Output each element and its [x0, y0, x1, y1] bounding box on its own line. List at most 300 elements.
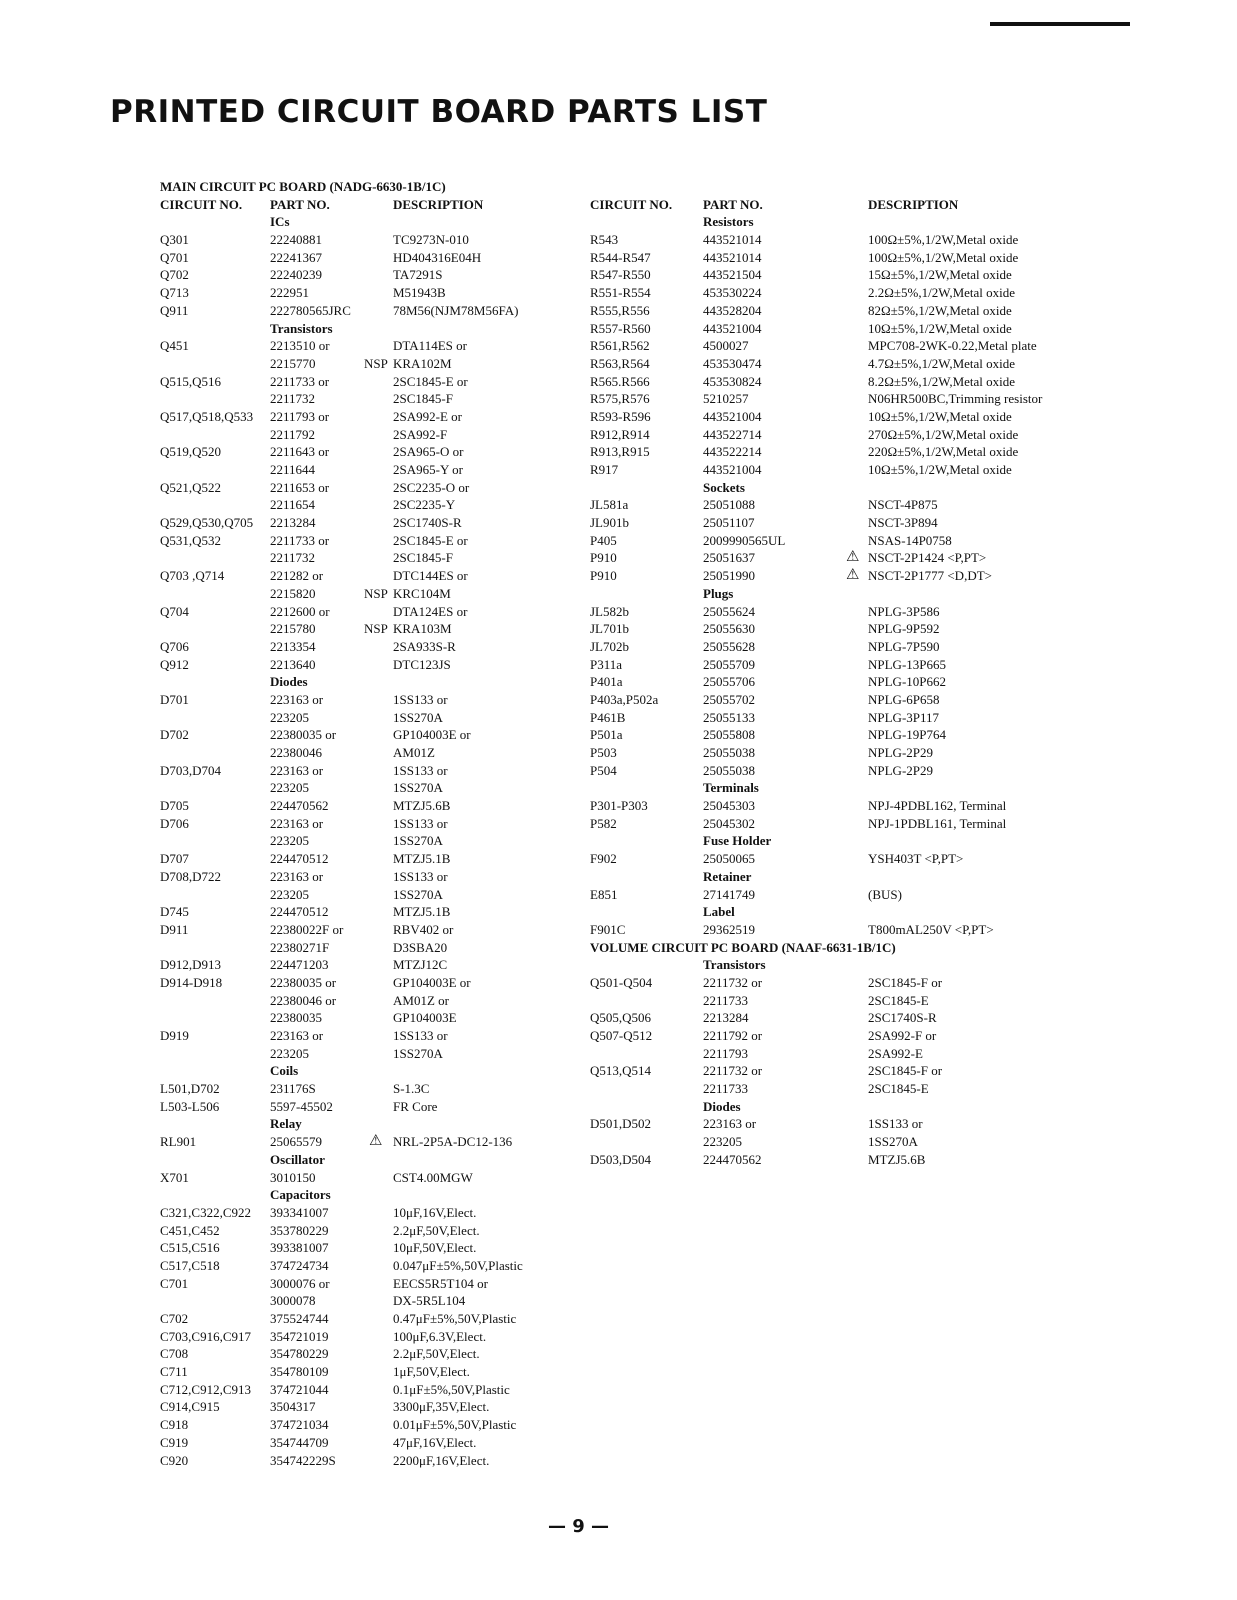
circuit-no: C712,C912,C913 — [160, 1381, 252, 1397]
part-row — [590, 603, 1150, 621]
part-description: 0.47μF±5%,50V,Plastic — [393, 1311, 517, 1326]
part-description: 2SC1845-F or — [868, 974, 943, 990]
part-description: 2SC1845-F or — [868, 1063, 943, 1079]
circuit-no: D708,D722 — [160, 868, 222, 884]
part-no: 25051107 — [703, 515, 755, 531]
part-description: NPLG-2P29 — [868, 745, 934, 760]
part-row — [160, 886, 580, 904]
part-no: 25055706 — [703, 674, 755, 690]
part-description: 8.2Ω±5%,1/2W,Metal oxide — [868, 373, 1016, 389]
part-row — [590, 302, 1150, 320]
circuit-no: C451,C452 — [160, 1222, 220, 1238]
part-no-header: PART NO. — [270, 196, 330, 212]
part-no: 2211732 or — [703, 974, 763, 990]
category-label: Coils — [270, 1063, 299, 1079]
part-no: 393381007 — [270, 1240, 329, 1256]
part-description: 10μF,16V,Elect. — [393, 1204, 477, 1220]
part-row — [160, 408, 580, 426]
part-no: 354721019 — [270, 1328, 329, 1344]
part-no: 223205 — [270, 709, 309, 725]
part-no: 2213640 — [270, 656, 316, 672]
part-no: 3000078 — [270, 1293, 316, 1309]
part-description: 1SS270A — [393, 1045, 443, 1061]
circuit-no: R551-R554 — [590, 285, 651, 301]
circuit-no: JL582b — [590, 603, 629, 619]
part-no: 222780565JRC — [270, 302, 351, 318]
board-title — [160, 178, 580, 196]
circuit-no: R912,R914 — [590, 426, 650, 442]
part-row — [160, 638, 580, 656]
category-label: Transistors — [270, 320, 333, 336]
circuit-no: L503-L506 — [160, 1098, 220, 1114]
circuit-no: F902 — [590, 851, 617, 867]
part-no: 374721034 — [270, 1417, 329, 1433]
part-no: 25055038 — [703, 762, 755, 778]
part-row — [160, 549, 580, 567]
part-no: 443521014 — [703, 249, 762, 265]
part-row — [160, 1381, 580, 1399]
spacer-row — [590, 178, 1150, 196]
part-no: 25055709 — [703, 656, 755, 672]
circuit-no: C703,C916,C917 — [160, 1328, 252, 1344]
part-description: 2SC1845-E — [868, 1081, 929, 1097]
part-row — [590, 231, 1150, 249]
part-no: 2211732 — [270, 550, 316, 566]
part-row — [160, 1416, 580, 1434]
category-heading — [160, 213, 580, 231]
part-no: 353780229 — [270, 1222, 329, 1238]
nsp-prefix: NSP — [364, 355, 388, 371]
part-row — [160, 355, 580, 373]
part-no: 25055630 — [703, 621, 755, 637]
part-description: 1SS133 or — [868, 1116, 923, 1132]
part-no: 22380046 — [270, 745, 322, 760]
circuit-no: P311a — [590, 656, 623, 672]
circuit-no: D707 — [160, 851, 189, 867]
circuit-no: D702 — [160, 727, 189, 743]
part-no: 22380035 or — [270, 727, 337, 743]
part-row — [160, 1098, 580, 1116]
part-description: 0.047μF±5%,50V,Plastic — [393, 1257, 523, 1273]
part-row — [590, 673, 1150, 691]
part-no: 3000076 or — [270, 1275, 330, 1291]
category-heading — [590, 213, 1150, 231]
part-description: 0.01μF±5%,50V,Plastic — [393, 1417, 517, 1433]
part-row — [160, 762, 580, 780]
main-board-parts-column — [160, 178, 580, 1469]
part-no: 374721044 — [270, 1381, 329, 1397]
part-row — [590, 974, 1150, 992]
part-row — [590, 797, 1150, 815]
part-row — [160, 921, 580, 939]
part-no: 2212600 or — [270, 603, 330, 619]
category-label: Sockets — [703, 479, 745, 495]
part-no: 22380035 — [270, 1010, 322, 1026]
part-row — [160, 1222, 580, 1240]
circuit-no: R593-R596 — [590, 408, 651, 424]
part-no: 2211733 — [703, 992, 749, 1008]
part-row — [160, 620, 580, 638]
part-row — [590, 443, 1150, 461]
part-description: 100Ω±5%,1/2W,Metal oxide — [868, 232, 1019, 248]
part-row — [590, 691, 1150, 709]
part-row — [160, 532, 580, 550]
category-heading — [160, 320, 580, 338]
part-description: 270Ω±5%,1/2W,Metal oxide — [868, 426, 1019, 442]
part-no: 25055628 — [703, 638, 755, 654]
part-no: 224470562 — [703, 1151, 762, 1167]
part-description: 3300μF,35V,Elect. — [393, 1399, 490, 1415]
part-no: 2215770 — [270, 355, 316, 371]
part-no: 443521004 — [703, 462, 762, 477]
part-no: 223163 or — [703, 1116, 757, 1132]
part-description: 10Ω±5%,1/2W,Metal oxide — [868, 462, 1012, 477]
part-no: 443522214 — [703, 444, 762, 460]
circuit-no: Q703 ,Q714 — [160, 568, 225, 584]
part-row — [590, 355, 1150, 373]
part-row — [160, 1257, 580, 1275]
part-description: 2SC1845-F — [393, 550, 453, 566]
part-row — [590, 726, 1150, 744]
part-row — [160, 1133, 580, 1151]
part-no: 25055808 — [703, 727, 755, 743]
part-description: (BUS) — [868, 886, 902, 902]
part-description: 100Ω±5%,1/2W,Metal oxide — [868, 249, 1019, 265]
part-row — [160, 850, 580, 868]
part-description: GP104003E — [393, 1010, 457, 1026]
circuit-no: R913,R915 — [590, 444, 650, 460]
part-description: NPLG-6P658 — [868, 691, 940, 707]
part-no: 2211644 — [270, 462, 316, 477]
part-row — [590, 249, 1150, 267]
part-description: MTZJ12C — [393, 957, 448, 973]
safety-warning-icon: ⚠ — [846, 567, 860, 584]
description-header: DESCRIPTION — [868, 196, 959, 212]
category-heading — [160, 1115, 580, 1133]
part-no: 223163 or — [270, 815, 324, 831]
part-description: 2SC1845-F — [393, 391, 453, 407]
part-no: 2211732 — [270, 391, 316, 407]
part-description: T800mAL250V <P,PT> — [868, 921, 994, 937]
part-description: 1SS133 or — [393, 815, 448, 831]
part-no: 354744709 — [270, 1434, 329, 1450]
part-row — [160, 832, 580, 850]
part-row — [160, 744, 580, 762]
circuit-no: Q515,Q516 — [160, 373, 222, 389]
circuit-no: Q702 — [160, 267, 189, 283]
category-label: Resistors — [703, 214, 754, 230]
part-no: 443521504 — [703, 267, 762, 283]
part-row — [160, 1080, 580, 1098]
part-no: 22380035 or — [270, 974, 337, 990]
part-row — [160, 479, 580, 497]
part-row — [160, 1328, 580, 1346]
part-description: NSCT-2P1424 <P,PT> — [868, 550, 987, 566]
part-description: 2.2μF,50V,Elect. — [393, 1222, 480, 1238]
part-row — [160, 1363, 580, 1381]
part-description: AM01Z or — [393, 992, 449, 1008]
part-no: 224470512 — [270, 904, 329, 920]
circuit-no: D745 — [160, 904, 189, 920]
part-row — [590, 461, 1150, 479]
part-description: 1SS133 or — [393, 1028, 448, 1043]
category-heading — [160, 1151, 580, 1169]
circuit-no: C321,C322,C922 — [160, 1204, 252, 1220]
part-description: 220Ω±5%,1/2W,Metal oxide — [868, 444, 1019, 460]
part-row — [590, 1080, 1150, 1098]
category-heading — [160, 1186, 580, 1204]
category-heading — [590, 1098, 1150, 1116]
part-no: 5597-45502 — [270, 1098, 333, 1114]
part-row — [590, 1009, 1150, 1027]
part-no: 2213354 — [270, 638, 316, 654]
part-no: 223205 — [270, 833, 309, 849]
part-row — [160, 1345, 580, 1363]
part-description: NSCT-3P894 — [868, 515, 938, 531]
circuit-no: D501,D502 — [590, 1116, 652, 1132]
part-description: 10Ω±5%,1/2W,Metal oxide — [868, 408, 1012, 424]
part-no: 453530824 — [703, 373, 762, 389]
part-description: NSCT-4P875 — [868, 497, 938, 513]
circuit-no: P405 — [590, 532, 617, 548]
circuit-no: Q519,Q520 — [160, 444, 222, 460]
part-no: 224470562 — [270, 798, 329, 814]
circuit-no: C918 — [160, 1417, 189, 1433]
part-no: 354780109 — [270, 1364, 329, 1380]
circuit-no: Q301 — [160, 232, 189, 248]
part-description: NPLG-10P662 — [868, 674, 947, 690]
part-row — [160, 514, 580, 532]
part-row — [160, 1169, 580, 1187]
category-heading — [590, 479, 1150, 497]
part-row — [590, 1151, 1150, 1169]
part-description: NSAS-14P0758 — [868, 532, 952, 548]
part-row — [590, 567, 1150, 585]
part-no: 22380022F or — [270, 921, 344, 937]
circuit-no: D703,D704 — [160, 762, 222, 778]
part-row — [160, 426, 580, 444]
part-description: MTZJ5.6B — [393, 798, 451, 814]
part-row — [160, 496, 580, 514]
circuit-no: R543 — [590, 232, 619, 248]
circuit-no: C515,C516 — [160, 1240, 220, 1256]
part-row — [160, 461, 580, 479]
part-description: 2SC1740S-R — [393, 515, 462, 531]
part-row — [160, 373, 580, 391]
part-no: 25051637 — [703, 550, 755, 566]
part-row — [590, 620, 1150, 638]
part-description: NSCT-2P1777 <D,DT> — [868, 568, 992, 584]
part-row — [590, 1045, 1150, 1063]
circuit-no: D503,D504 — [590, 1151, 652, 1167]
part-description: 0.1μF±5%,50V,Plastic — [393, 1381, 510, 1397]
part-no: 2213510 or — [270, 338, 330, 354]
part-description: 1μF,50V,Elect. — [393, 1364, 470, 1380]
safety-warning-icon: ⚠ — [846, 549, 860, 566]
part-no: 22380046 or — [270, 992, 337, 1008]
part-row — [590, 532, 1150, 550]
category-heading — [590, 832, 1150, 850]
part-description: 10Ω±5%,1/2W,Metal oxide — [868, 320, 1012, 336]
part-description: 2SC1845-E or — [393, 373, 468, 389]
part-row — [160, 691, 580, 709]
part-no: 2215780 — [270, 621, 316, 637]
part-description: 78M56(NJM78M56FA) — [393, 302, 519, 318]
part-description: 100μF,6.3V,Elect. — [393, 1328, 487, 1344]
circuit-no: D914-D918 — [160, 974, 223, 990]
part-description: NPLG-9P592 — [868, 621, 940, 637]
part-row — [160, 1009, 580, 1027]
part-no: 2211793 — [703, 1045, 749, 1061]
circuit-no: RL901 — [160, 1134, 197, 1150]
part-row — [590, 337, 1150, 355]
part-description: 2SA992-E — [868, 1045, 923, 1061]
circuit-no: R555,R556 — [590, 302, 650, 318]
part-description: 4.7Ω±5%,1/2W,Metal oxide — [868, 355, 1016, 371]
part-row — [160, 249, 580, 267]
circuit-no: R557-R560 — [590, 320, 651, 336]
part-no: 2211792 or — [703, 1028, 763, 1043]
part-row — [590, 815, 1150, 833]
category-heading — [590, 903, 1150, 921]
part-no: 2215820 — [270, 585, 316, 601]
part-no: 2211654 — [270, 497, 316, 513]
circuit-no: Q706 — [160, 638, 189, 654]
circuit-no: Q701 — [160, 249, 189, 265]
circuit-no: R544-R547 — [590, 249, 651, 265]
category-heading — [160, 673, 580, 691]
resistors-and-volume-board-column — [590, 178, 1150, 1169]
part-row — [160, 726, 580, 744]
part-no: 25065579 — [270, 1134, 322, 1150]
part-description: GP104003E or — [393, 974, 471, 990]
category-heading — [160, 1062, 580, 1080]
part-no: 29362519 — [703, 921, 755, 937]
part-no-header: PART NO. — [703, 196, 763, 212]
part-row — [590, 921, 1150, 939]
part-row — [590, 1115, 1150, 1133]
circuit-no: R575,R576 — [590, 391, 650, 407]
part-description: 10μF,50V,Elect. — [393, 1240, 477, 1256]
circuit-no: P503 — [590, 745, 617, 760]
part-description: 2SA992-F — [393, 426, 448, 442]
part-no: 25045303 — [703, 798, 755, 814]
part-no: 25050065 — [703, 851, 755, 867]
circuit-no-header: CIRCUIT NO. — [590, 196, 673, 212]
part-description: NPLG-2P29 — [868, 762, 934, 778]
nsp-prefix: NSP — [364, 621, 388, 637]
circuit-no: Q517,Q518,Q533 — [160, 408, 254, 424]
part-description: NPLG-19P764 — [868, 727, 947, 743]
part-description: TA7291S — [393, 267, 443, 283]
part-row — [160, 603, 580, 621]
circuit-no: D919 — [160, 1028, 189, 1043]
part-description: 1SS270A — [393, 833, 443, 849]
category-label: Retainer — [703, 868, 752, 884]
part-row — [160, 974, 580, 992]
part-row — [590, 744, 1150, 762]
part-no: 354780229 — [270, 1346, 329, 1362]
part-description: MTZJ5.6B — [868, 1151, 926, 1167]
part-no: 375524744 — [270, 1311, 329, 1326]
circuit-no: P403a,P502a — [590, 691, 659, 707]
part-description: MTZJ5.1B — [393, 851, 451, 867]
part-no: 2211733 or — [270, 373, 330, 389]
category-label: ICs — [270, 214, 290, 230]
part-description: 2SA992-E or — [393, 408, 462, 424]
circuit-no: E851 — [590, 886, 618, 902]
part-row — [590, 426, 1150, 444]
part-description: 2.2μF,50V,Elect. — [393, 1346, 480, 1362]
part-no: 453530224 — [703, 285, 762, 301]
part-description: HD404316E04H — [393, 249, 482, 265]
circuit-no: Q513,Q514 — [590, 1063, 652, 1079]
part-no: 25055038 — [703, 745, 755, 760]
part-no: 2211732 or — [703, 1063, 763, 1079]
part-row — [590, 549, 1150, 567]
part-description: DTC123JS — [393, 656, 451, 672]
circuit-no: Q451 — [160, 338, 189, 354]
part-description: 47μF,16V,Elect. — [393, 1434, 477, 1450]
column-header-row — [590, 196, 1150, 214]
category-label: Relay — [270, 1116, 302, 1132]
circuit-no: Q521,Q522 — [160, 479, 222, 495]
part-description: 82Ω±5%,1/2W,Metal oxide — [868, 302, 1012, 318]
part-row — [160, 1204, 580, 1222]
part-description: NPJ-4PDBL162, Terminal — [868, 798, 1007, 814]
circuit-no: C708 — [160, 1346, 189, 1362]
board-title-text: MAIN CIRCUIT PC BOARD (NADG-6630-1B/1C) — [160, 179, 446, 194]
category-label: Plugs — [703, 585, 734, 601]
part-no: 22241367 — [270, 249, 322, 265]
part-no: 22240239 — [270, 267, 322, 283]
part-no: 25055702 — [703, 691, 755, 707]
board-title — [590, 939, 1150, 957]
part-row — [160, 585, 580, 603]
circuit-no: C920 — [160, 1452, 189, 1468]
circuit-no: P461B — [590, 709, 626, 725]
part-row — [160, 709, 580, 727]
circuit-no: P301-P303 — [590, 798, 648, 814]
part-row — [160, 266, 580, 284]
part-row — [160, 797, 580, 815]
part-row — [590, 390, 1150, 408]
nsp-prefix: NSP — [364, 585, 388, 601]
circuit-no: R547-R550 — [590, 267, 651, 283]
part-description: 2SC2235-Y — [393, 497, 456, 513]
part-no: 3010150 — [270, 1169, 316, 1185]
part-description: AM01Z — [393, 745, 435, 760]
category-heading — [590, 779, 1150, 797]
part-no: 223205 — [270, 1045, 309, 1061]
circuit-no: L501,D702 — [160, 1081, 220, 1097]
circuit-no: C711 — [160, 1364, 188, 1380]
part-description: DTA124ES or — [393, 603, 468, 619]
part-description: EECS5R5T104 or — [393, 1275, 488, 1291]
part-no: 2211733 — [703, 1081, 749, 1097]
part-row — [160, 1398, 580, 1416]
part-row — [160, 656, 580, 674]
part-no: 2211793 or — [270, 408, 330, 424]
part-no: 221282 or — [270, 568, 324, 584]
circuit-no: Q704 — [160, 603, 189, 619]
part-row — [590, 850, 1150, 868]
circuit-no-header: CIRCUIT NO. — [160, 196, 243, 212]
category-label: Capacitors — [270, 1187, 331, 1203]
circuit-no: P504 — [590, 762, 617, 778]
part-description: 2SA933S-R — [393, 638, 456, 654]
part-description: FR Core — [393, 1098, 438, 1114]
